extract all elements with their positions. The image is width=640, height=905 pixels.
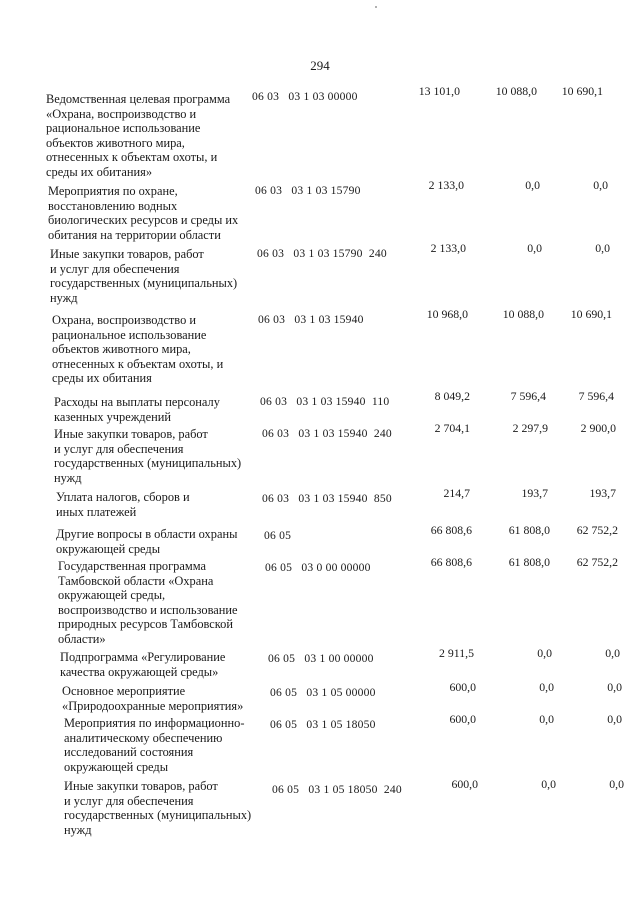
- row-name: Уплата налогов, сборов и иных платежей: [56, 490, 190, 519]
- scan-speck: [375, 6, 377, 8]
- row-value-year-3: 0,0: [607, 680, 622, 694]
- row-value-year-3: 0,0: [593, 178, 608, 192]
- row-value-year-1: 66 808,6: [430, 523, 472, 537]
- row-classification-code: 06 05: [264, 529, 292, 542]
- row-classification-code: 06 03 03 1 03 00000: [252, 90, 358, 103]
- row-value-year-2: 0,0: [539, 712, 554, 726]
- row-value-year-1: 10 968,0: [426, 307, 468, 321]
- row-name: Мероприятия по информационно- аналитическому обеспечению исследований состояния окружающей среды: [64, 716, 245, 774]
- page-number: 294: [310, 58, 330, 73]
- row-classification-code: 06 05 03 1 05 00000: [270, 686, 376, 699]
- row-classification-code: 06 03 03 1 03 15940 850: [262, 492, 392, 505]
- row-value-year-1: 13 101,0: [418, 84, 460, 98]
- row-classification-code: 06 05 03 0 00 00000: [265, 561, 371, 574]
- row-value-year-2: 0,0: [527, 241, 542, 255]
- row-name: Охрана, воспроизводство и рациональное использование объектов животного мира, отнесенных к объектам охоты, и среды их обитания: [52, 313, 224, 386]
- row-name: Другие вопросы в области охраны окружающей среды: [56, 527, 238, 556]
- row-value-year-2: 7 596,4: [510, 389, 546, 403]
- row-value-year-1: 8 049,2: [434, 389, 470, 403]
- row-value-year-2: 193,7: [521, 486, 548, 500]
- row-classification-code: 06 03 03 1 03 15940 110: [260, 395, 390, 408]
- row-value-year-3: 62 752,2: [576, 555, 618, 569]
- row-value-year-1: 214,7: [443, 486, 470, 500]
- row-classification-code: 06 03 03 1 03 15940: [258, 313, 364, 326]
- row-classification-code: 06 03 03 1 03 15790 240: [257, 247, 387, 260]
- row-value-year-1: 600,0: [449, 712, 476, 726]
- row-value-year-2: 0,0: [525, 178, 540, 192]
- row-value-year-3: 10 690,1: [570, 307, 612, 321]
- row-value-year-3: 62 752,2: [576, 523, 618, 537]
- row-classification-code: 06 05 03 1 00 00000: [268, 652, 374, 665]
- row-value-year-3: 10 690,1: [561, 84, 603, 98]
- row-value-year-3: 193,7: [589, 486, 616, 500]
- row-value-year-2: 10 088,0: [495, 84, 537, 98]
- row-classification-code: 06 05 03 1 05 18050 240: [272, 783, 402, 796]
- row-name: Подпрограмма «Регулирование качества окружающей среды»: [60, 650, 226, 679]
- row-value-year-3: 2 900,0: [580, 421, 616, 435]
- row-value-year-2: 0,0: [537, 646, 552, 660]
- row-value-year-3: 7 596,4: [578, 389, 614, 403]
- row-name: Основное мероприятие «Природоохранные мероприятия»: [62, 684, 244, 713]
- row-value-year-2: 0,0: [541, 777, 556, 791]
- row-value-year-2: 61 808,0: [508, 555, 550, 569]
- row-name: Расходы на выплаты персоналу казенных учреждений: [54, 395, 220, 424]
- row-name: Ведомственная целевая программа «Охрана, воспроизводство и рациональное использование объектов животного мира, отнесенных к объектам охоты, и среды их обитания»: [46, 92, 231, 179]
- row-name: Иные закупки товаров, работ и услуг для обеспечения государственных (муниципальных) нужд: [64, 779, 252, 837]
- row-value-year-1: 2 911,5: [439, 646, 474, 660]
- row-value-year-1: 600,0: [449, 680, 476, 694]
- row-value-year-1: 2 133,0: [430, 241, 466, 255]
- row-value-year-2: 10 088,0: [502, 307, 544, 321]
- row-value-year-1: 2 133,0: [428, 178, 464, 192]
- row-classification-code: 06 03 03 1 03 15790: [255, 184, 361, 197]
- row-value-year-1: 600,0: [451, 777, 478, 791]
- row-name: Государственная программа Тамбовской области «Охрана окружающей среды, воспроизводство и использование природных ресурсов Тамбовской области»: [58, 559, 238, 646]
- row-value-year-3: 0,0: [605, 646, 620, 660]
- row-value-year-2: 2 297,9: [512, 421, 548, 435]
- row-value-year-3: 0,0: [595, 241, 610, 255]
- row-classification-code: 06 03 03 1 03 15940 240: [262, 427, 392, 440]
- row-name: Иные закупки товаров, работ и услуг для обеспечения государственных (муниципальных) нужд: [50, 247, 238, 305]
- row-classification-code: 06 05 03 1 05 18050: [270, 718, 376, 731]
- row-value-year-1: 66 808,6: [430, 555, 472, 569]
- row-value-year-2: 61 808,0: [508, 523, 550, 537]
- row-value-year-2: 0,0: [539, 680, 554, 694]
- row-value-year-3: 0,0: [609, 777, 624, 791]
- row-name: Мероприятия по охране, восстановлению водных биологических ресурсов и среды их обитания на территории области: [48, 184, 239, 242]
- row-value-year-1: 2 704,1: [434, 421, 470, 435]
- row-name: Иные закупки товаров, работ и услуг для обеспечения государственных (муниципальных) нужд: [54, 427, 242, 485]
- row-value-year-3: 0,0: [607, 712, 622, 726]
